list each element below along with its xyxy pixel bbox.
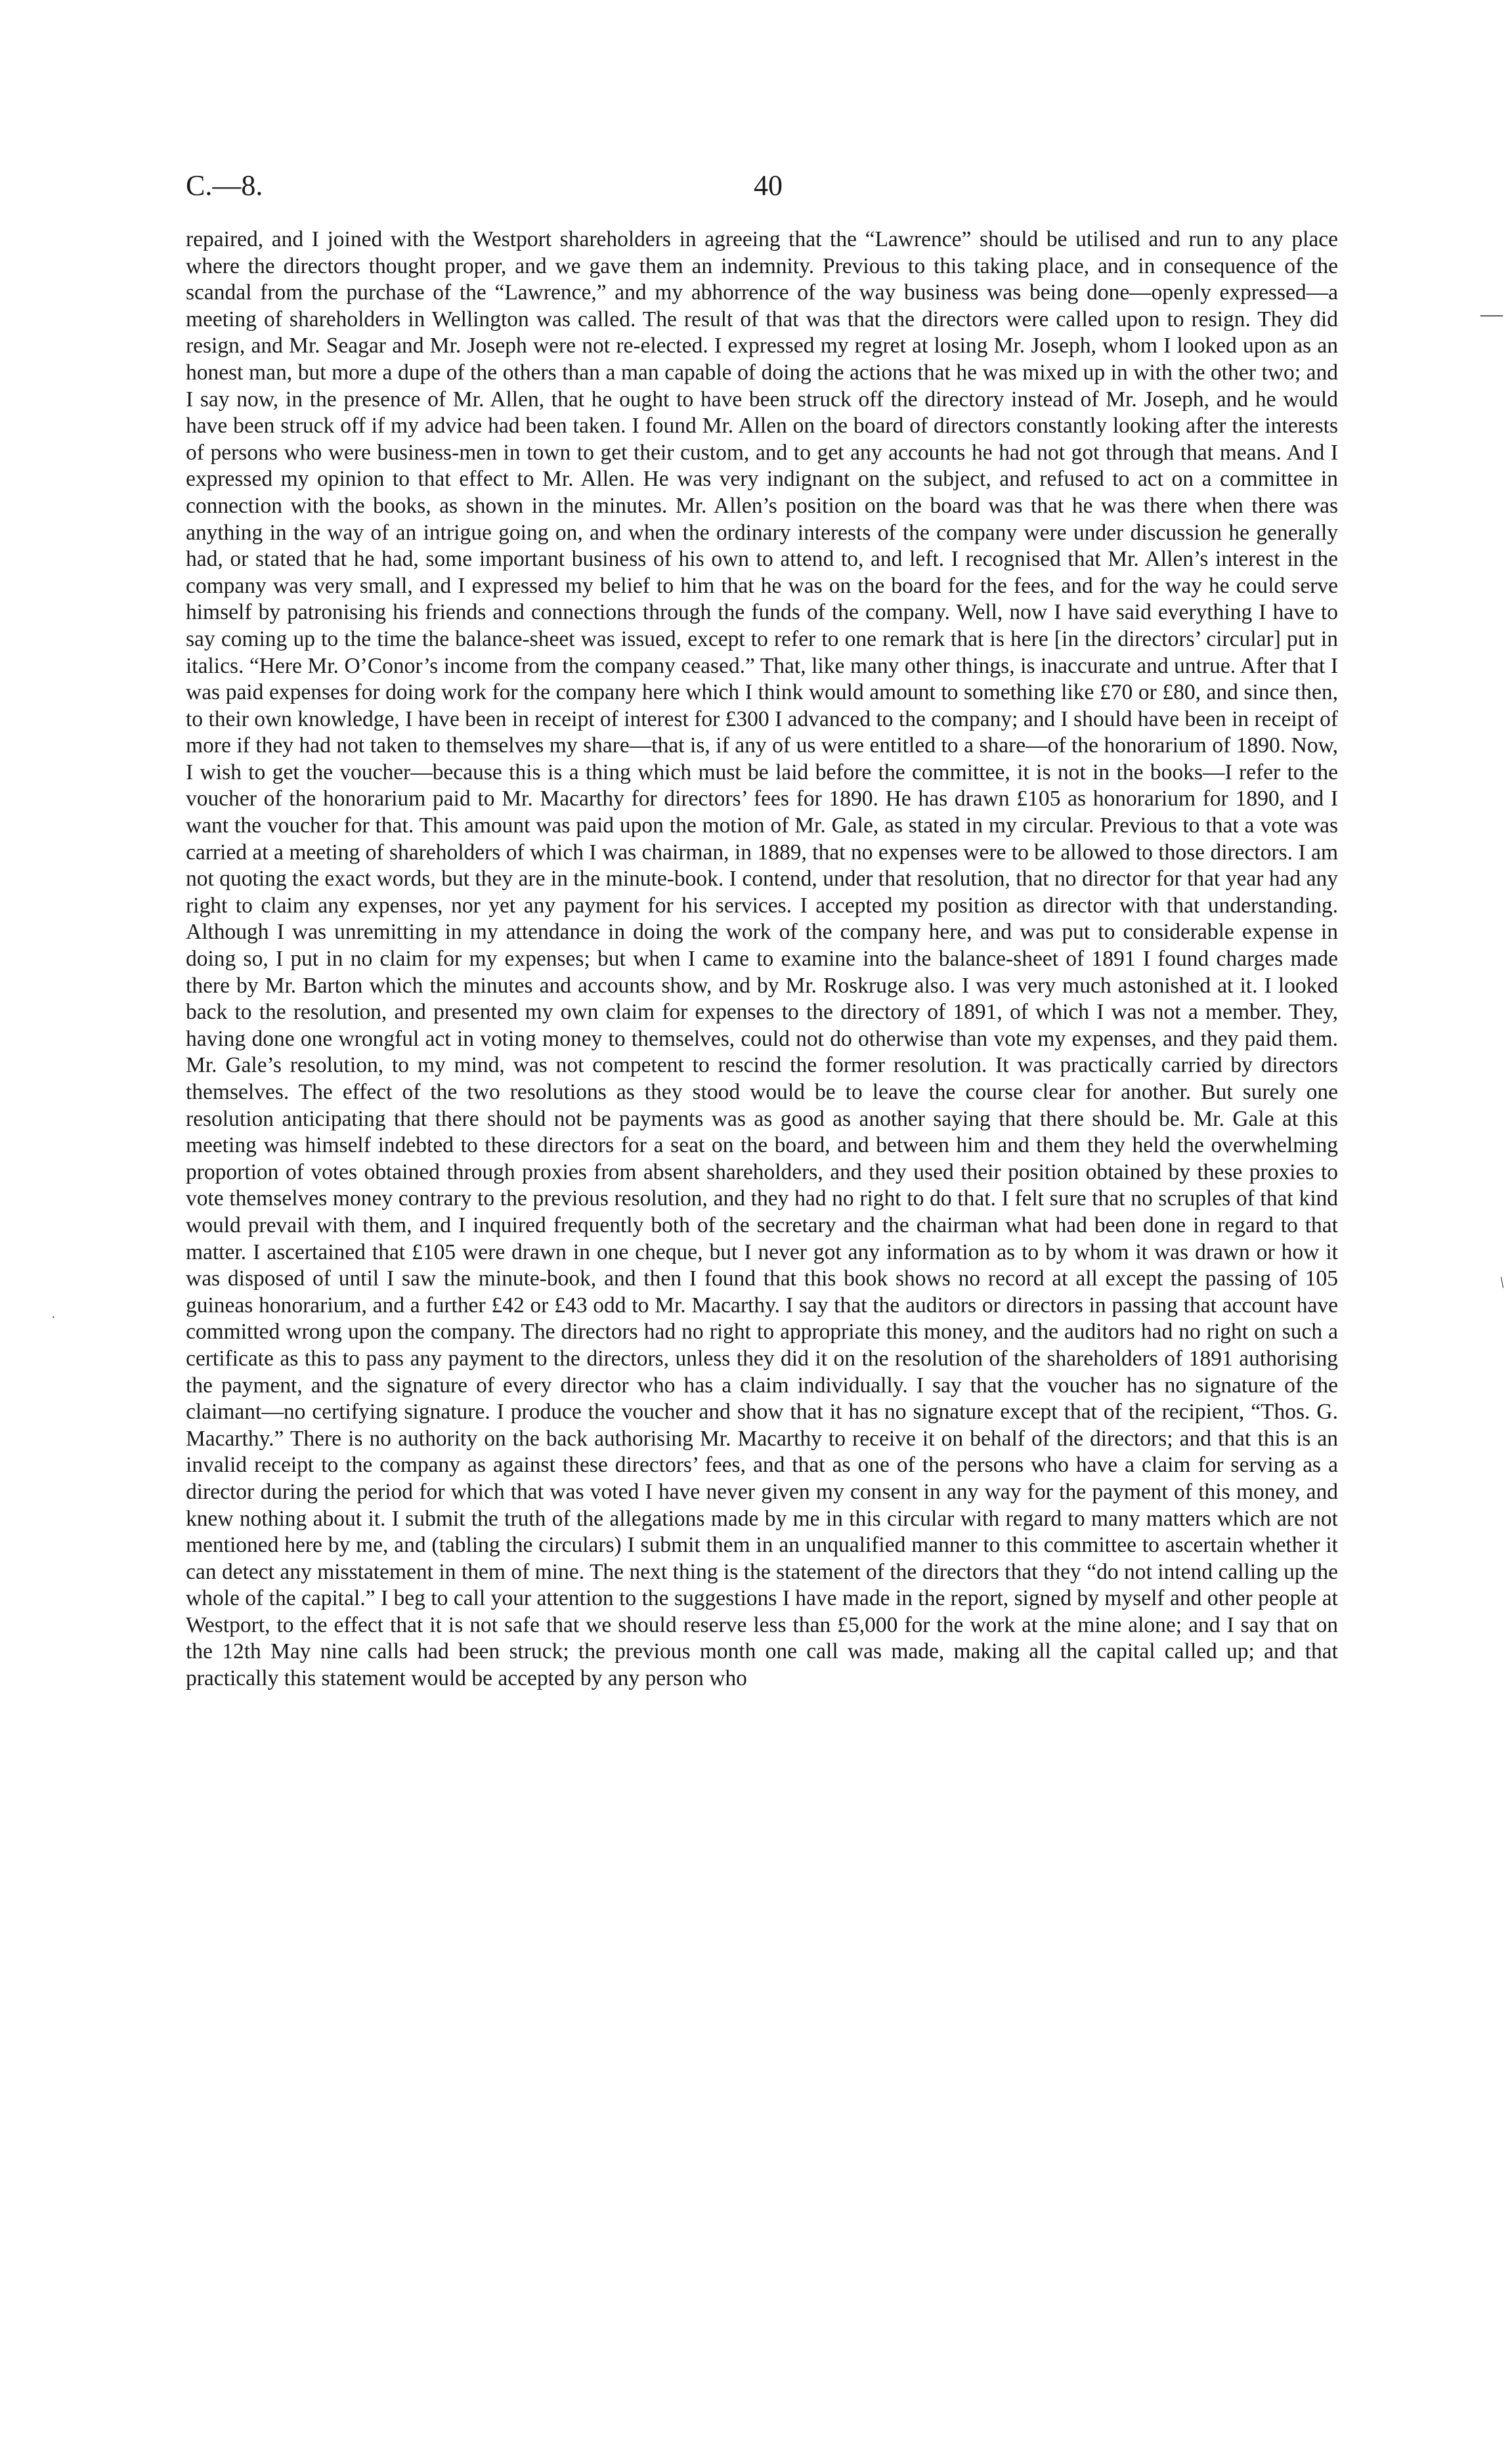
page-header bbox=[0, 163, 1512, 209]
margin-mark-icon: — bbox=[1480, 302, 1503, 326]
margin-dot-icon: · bbox=[51, 1310, 56, 1325]
body-paragraph: repaired, and I joined with the Westport shareholders in agreeing that the “Lawrence” should be utilised and run to any place where the directors thought proper, and we gave them an indemnity. Previous to this taking place, and in consequence of the scandal from the purchase of the “Lawrence,” and my abhorrence of the way business was being done—openly expressed—a meeting of shareholders in Wellington was called. The result of that was that the directors were called upon to resign. They did resign, and Mr. Seagar and Mr. Joseph were not re-elected. I expressed my regret at losing Mr. Joseph, whom I looked upon as an honest man, but more a dupe of the others than a man capable of doing the actions that he was mixed up in with the other two; and I say now, in the presence of Mr. Allen, that he ought to have been struck off the directory instead of Mr. Joseph, and he would have been struck off if my advice had been taken. I found Mr. Allen on the board of directors constantly looking after the interests of persons who were business-men in town to get their custom, and to get any accounts he had not got through that means. And I expressed my opinion to that effect to Mr. Allen. He was very indignant on the subject, and refused to act on a committee in connection with the books, as shown in the minutes. Mr. Allen’s position on the board was that he was there when there was anything in the way of an intrigue going on, and when the ordinary interests of the company were under discussion he generally had, or stated that he had, some important business of his own to attend to, and left. I recognised that Mr. Allen’s interest in the company was very small, and I expressed my belief to him that he was on the board for the fees, and for the way he could serve himself by patronising his friends and connections through the funds of the company. Well, now I have said everything I have to say coming up to the time the balance-sheet was issued, except to refer to one remark that is here [in the directors’ circular] put in italics. “Here Mr. O’Conor’s income from the company ceased.” That, like many other things, is inaccurate and untrue. After that I was paid expenses for doing work for the company here which I think would amount to something like £70 or £80, and since then, to their own knowledge, I have been in receipt of interest for £300 I advanced to the company; and I should have been in receipt of more if they had not taken to themselves my share—that is, if any of us were entitled to a share—of the honorarium of 1890. Now, I wish to get the voucher—because this is a thing which must be laid before the committee, it is not in the books—I refer to the voucher of the honorarium paid to Mr. Macarthy for directors’ fees for 1890. He has drawn £105 as honorarium for 1890, and I want the voucher for that. This amount was paid upon the motion of Mr. Gale, as stated in my circular. Previous to that a vote was carried at a meeting of shareholders of which I was chairman, in 1889, that no expenses were to be allowed to those directors. I am not quoting the exact words, but they are in the minute-book. I contend, under that resolution, that no director for that year had any right to claim any expenses, nor yet any payment for his services. I accepted my position as director with that understanding. Although I was unremitting in my attendance in doing the work of the company here, and was put to considerable expense in doing so, I put in no claim for my expenses; but when I came to examine into the balance-sheet of 1891 I found charges made there by Mr. Barton which the minutes and accounts show, and by Mr. Roskruge also. I was very much astonished at it. I looked back to the resolution, and presented my own claim for expenses to the directory of 1891, of which I was not a member. They, having done one wrongful act in voting money to themselves, could not do otherwise than vote my expenses, and they paid them. Mr. Gale’s resolution, to my mind, was not competent to rescind the former resolution. It was practically carried by directors themselves. The effect of the two resolutions as they stood would be to leave the course clear for another. But surely one resolution anticipating that there should not be payments was as good as another saying that there should be. Mr. Gale at this meeting was himself indebted to these directors for a seat on the board, and between him and them they held the overwhelming proportion of votes obtained through proxies from absent shareholders, and they used their position obtained by these proxies to vote themselves money contrary to the previous resolution, and they had no right to do that. I felt sure that no scruples of that kind would prevail with them, and I inquired frequently both of the secretary and the chairman what had been done in regard to that matter. I ascertained that £105 were drawn in one cheque, but I never got any information as to by whom it was drawn or how it was disposed of until I saw the minute-book, and then I found that this book shows no record at all except the passing of 105 guineas honorarium, and a further £42 or £43 odd to Mr. Macarthy. I say that the auditors or directors in passing that account have committed wrong upon the company. The directors had no right to appropriate this money, and the auditors had no right on such a certificate as this to pass any payment to the directors, unless they did it on the resolution of the shareholders of 1891 authorising the payment, and the signature of every director who has a claim individually. I say that the voucher has no signature of the claimant—no certifying signature. I produce the voucher and show that it has no signature except that of the recipient, “Thos. G. Macarthy.” There is no authority on the back authorising Mr. Macarthy to receive it on behalf of the directors; and that this is an invalid receipt to the company as against these directors’ fees, and that as one of the persons who have a claim for serving as a director during the period for which that was voted I have never given my consent in any way for the payment of this money, and knew nothing about it. I submit the truth of the allegations made by me in this circular with regard to many matters which are not mentioned here by me, and (tabling the circulars) I submit them in an unqualified manner to this committee to ascertain whether it can detect any misstatement in them of mine. The next thing is the statement of the directors that they “do not intend calling up the whole of the capital.” I beg to call your attention to the suggestions I have made in the report, signed by myself and other people at Westport, to the effect that it is not safe that we should reserve less than £5,000 for the work at the mine alone; and I say that on the 12th May nine calls had been struck; the previous month one call was made, making all the capital called up; and that practically this statement would be accepted by any person who bbox=[186, 227, 1338, 1691]
page-number: 40 bbox=[754, 169, 783, 202]
document-reference: C.—8. bbox=[186, 169, 263, 202]
body-text bbox=[186, 226, 1338, 2229]
margin-tick-icon: / bbox=[1496, 1274, 1509, 1291]
